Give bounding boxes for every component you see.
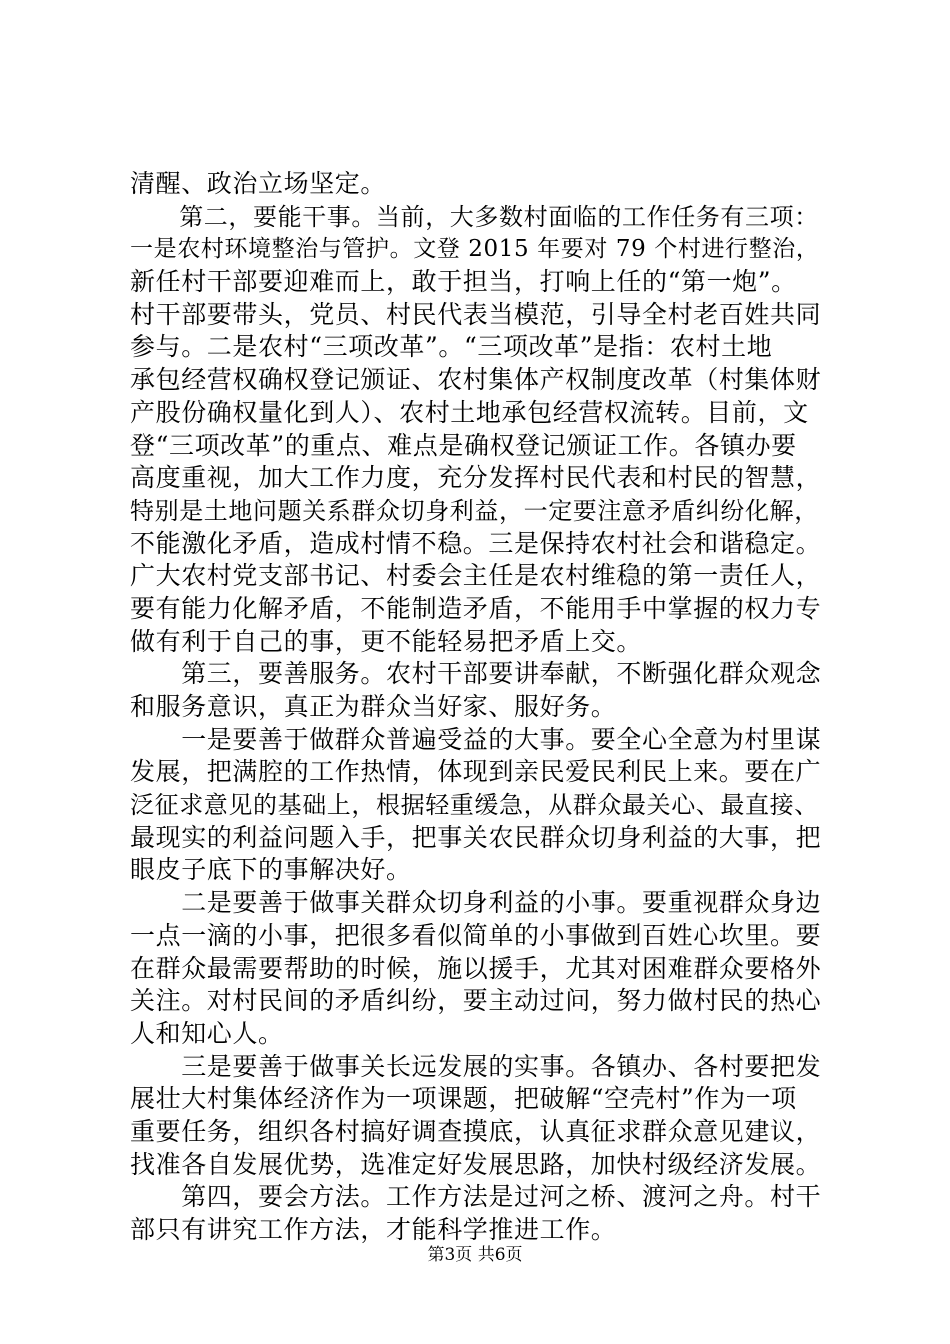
text-line: 三是要善于做事关长远发展的实事。各镇办、各村要把发 [130, 1051, 822, 1081]
text-line: 人和知心人。 [130, 1018, 284, 1048]
text-line: 一是要善于做群众普遍受益的大事。要全心全意为村里谋 [130, 724, 822, 754]
text-line: 第二，要能干事。当前，大多数村面临的工作任务有三项： [130, 202, 819, 231]
text-line: 不能激化矛盾，造成村情不稳。三是保持农村社会和谐稳定。 [130, 528, 822, 558]
text-line: 特别是土地问题关系群众切身利益，一定要注意矛盾纠纷化解， [130, 496, 819, 525]
text-line: 展壮大村集体经济作为一项课题，把破解“空壳村”作为一项 [130, 1084, 797, 1114]
text-line: 部只有讲究工作方法，才能科学推进工作。 [130, 1215, 617, 1244]
page-number-footer: 第3页 共6页 [427, 1245, 523, 1265]
document-body [130, 168, 830, 1247]
text-line: 广大农村党支部书记、村委会主任是农村维稳的第一责任人， [130, 561, 822, 591]
text-line: 最现实的利益问题入手，把事关农民群众切身利益的大事，把 [130, 822, 822, 852]
text-line: 参与。二是农村“三项改革”。“三项改革”是指：农村土地 [130, 332, 773, 362]
text-line: 村干部要带头，党员、村民代表当模范，引导全村老百姓共同 [130, 299, 822, 329]
text-line: 二是要善于做事关群众切身利益的小事。要重视群众身边 [130, 888, 822, 918]
text-line: 承包经营权确权登记颁证、农村集体产权制度改革（村集体财 [130, 365, 822, 395]
text-line: 登“三项改革”的重点、难点是确权登记颁证工作。各镇办要 [130, 430, 797, 460]
text-line: 高度重视，加大工作力度，充分发挥村民代表和村民的智慧， [130, 463, 822, 493]
text-line: 一是农村环境整治与管护。文登 2015 年要对 79 个村进行整治， [130, 236, 820, 263]
text-line: 和服务意识，真正为群众当好家、服好务。 [130, 692, 617, 721]
text-line: 发展，把满腔的工作热情，体现到亲民爱民利民上来。要在广 [130, 757, 822, 787]
text-line: 关注。对村民间的矛盾纠纷，要主动过问，努力做村民的热心 [130, 986, 822, 1016]
text-line: 要有能力化解矛盾，不能制造矛盾，不能用手中掌握的权力专 [130, 593, 822, 623]
text-line: 第三，要善服务。农村干部要讲奉献，不断强化群众观念 [130, 659, 822, 689]
text-line: 一点一滴的小事，把很多看似简单的小事做到百姓心坎里。要 [130, 920, 822, 950]
text-line: 产股份确权量化到人）、农村土地承包经营权流转。目前，文 [130, 397, 809, 427]
text-line: 新任村干部要迎难而上，敢于担当，打响上任的“第一炮”。 [130, 267, 797, 297]
text-line: 泛征求意见的基础上，根据轻重缓急，从群众最关心、最直接、 [130, 791, 819, 820]
text-line: 第四，要会方法。工作方法是过河之桥、渡河之舟。村干 [130, 1182, 822, 1212]
text-line: 做有利于自己的事，更不能轻易把矛盾上交。 [130, 626, 643, 656]
text-line: 找准各自发展优势，选准定好发展思路，加快村级经济发展。 [130, 1149, 822, 1179]
text-line: 清醒、政治立场坚定。 [130, 169, 387, 198]
text-line: 眼皮子底下的事解决好。 [130, 855, 412, 885]
text-line: 重要任务，组织各村搞好调查摸底，认真征求群众意见建议， [130, 1116, 822, 1146]
text-line: 在群众最需要帮助的时候，施以援手，尤其对困难群众要格外 [130, 953, 822, 983]
